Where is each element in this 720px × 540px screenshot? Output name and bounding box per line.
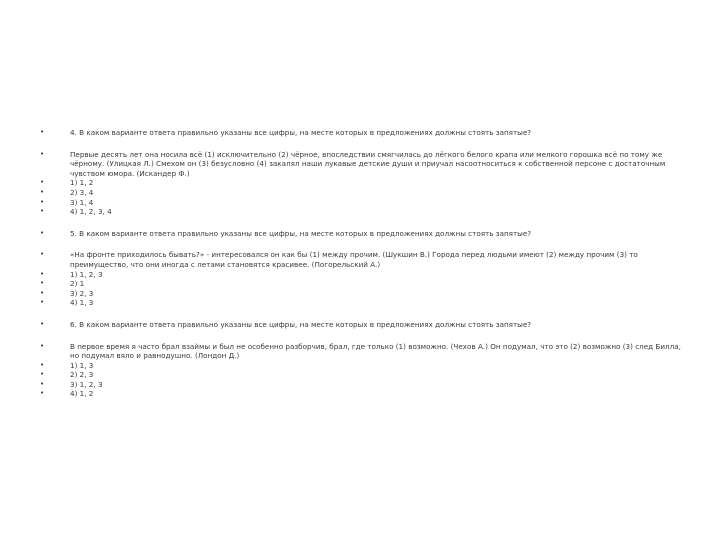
- answer-option: • 2) 1: [40, 279, 690, 289]
- answer-option: • 2) 2, 3: [40, 370, 690, 380]
- answer-option: • 1) 1, 2: [40, 178, 690, 188]
- sentence-text: • Первые десять лет она носила всё (1) исключительно (2) чёрное, впоследствии смягчилась до лёгкого белого крапа или мелкого горошка всё по тому же чёрному. (Улицкая Л.) Смехом он (3) безусловно (4) закалял наши лукавые детские души и приучал насоотноситься к собственной персоне с достаточным чувством юмора. (Искандер Ф.): [40, 150, 690, 179]
- answer-option: • 4) 1, 2, 3, 4: [40, 207, 690, 217]
- answer-option: • 3) 1, 4: [40, 198, 690, 208]
- answer-option: • 3) 2, 3: [40, 289, 690, 299]
- bullet-list: [40, 128, 690, 399]
- answer-option: • 1) 1, 2, 3: [40, 270, 690, 280]
- answer-option: • 2) 3, 4: [40, 188, 690, 198]
- answer-option: • 3) 1, 2, 3: [40, 380, 690, 390]
- sentence-text: • В первое время я часто брал взаймы и был не особенно разборчив, брал, где только (1) возможно. (Чехов А.) Он подумал, что это (2) возможно (3) след Билла, но подумал вяло и равнодушно. (Лондон Д.): [40, 342, 690, 361]
- sentence-text: • «На фронте приходилось бывать?» - интересовался он как бы (1) между прочим. (Шукшин В.) Города перед людьми имеют (2) между прочим (3) то преимущество, что они иногда с летами становятся красивее. (Погорельский А.): [40, 250, 690, 269]
- question-4: • 4. В каком варианте ответа правильно указаны все цифры, на месте которых в предложениях должны стоять запятые?: [40, 128, 690, 138]
- answer-option: • 4) 1, 3: [40, 298, 690, 308]
- question-5: • 5. В каком варианте ответа правильно указаны все цифры, на месте которых в предложениях должны стоять запятые?: [40, 229, 690, 239]
- question-6: • 6. В каком варианте ответа правильно указаны все цифры, на месте которых в предложениях должны стоять запятые?: [40, 320, 690, 330]
- answer-option: • 1) 1, 3: [40, 361, 690, 371]
- answer-option: • 4) 1, 2: [40, 389, 690, 399]
